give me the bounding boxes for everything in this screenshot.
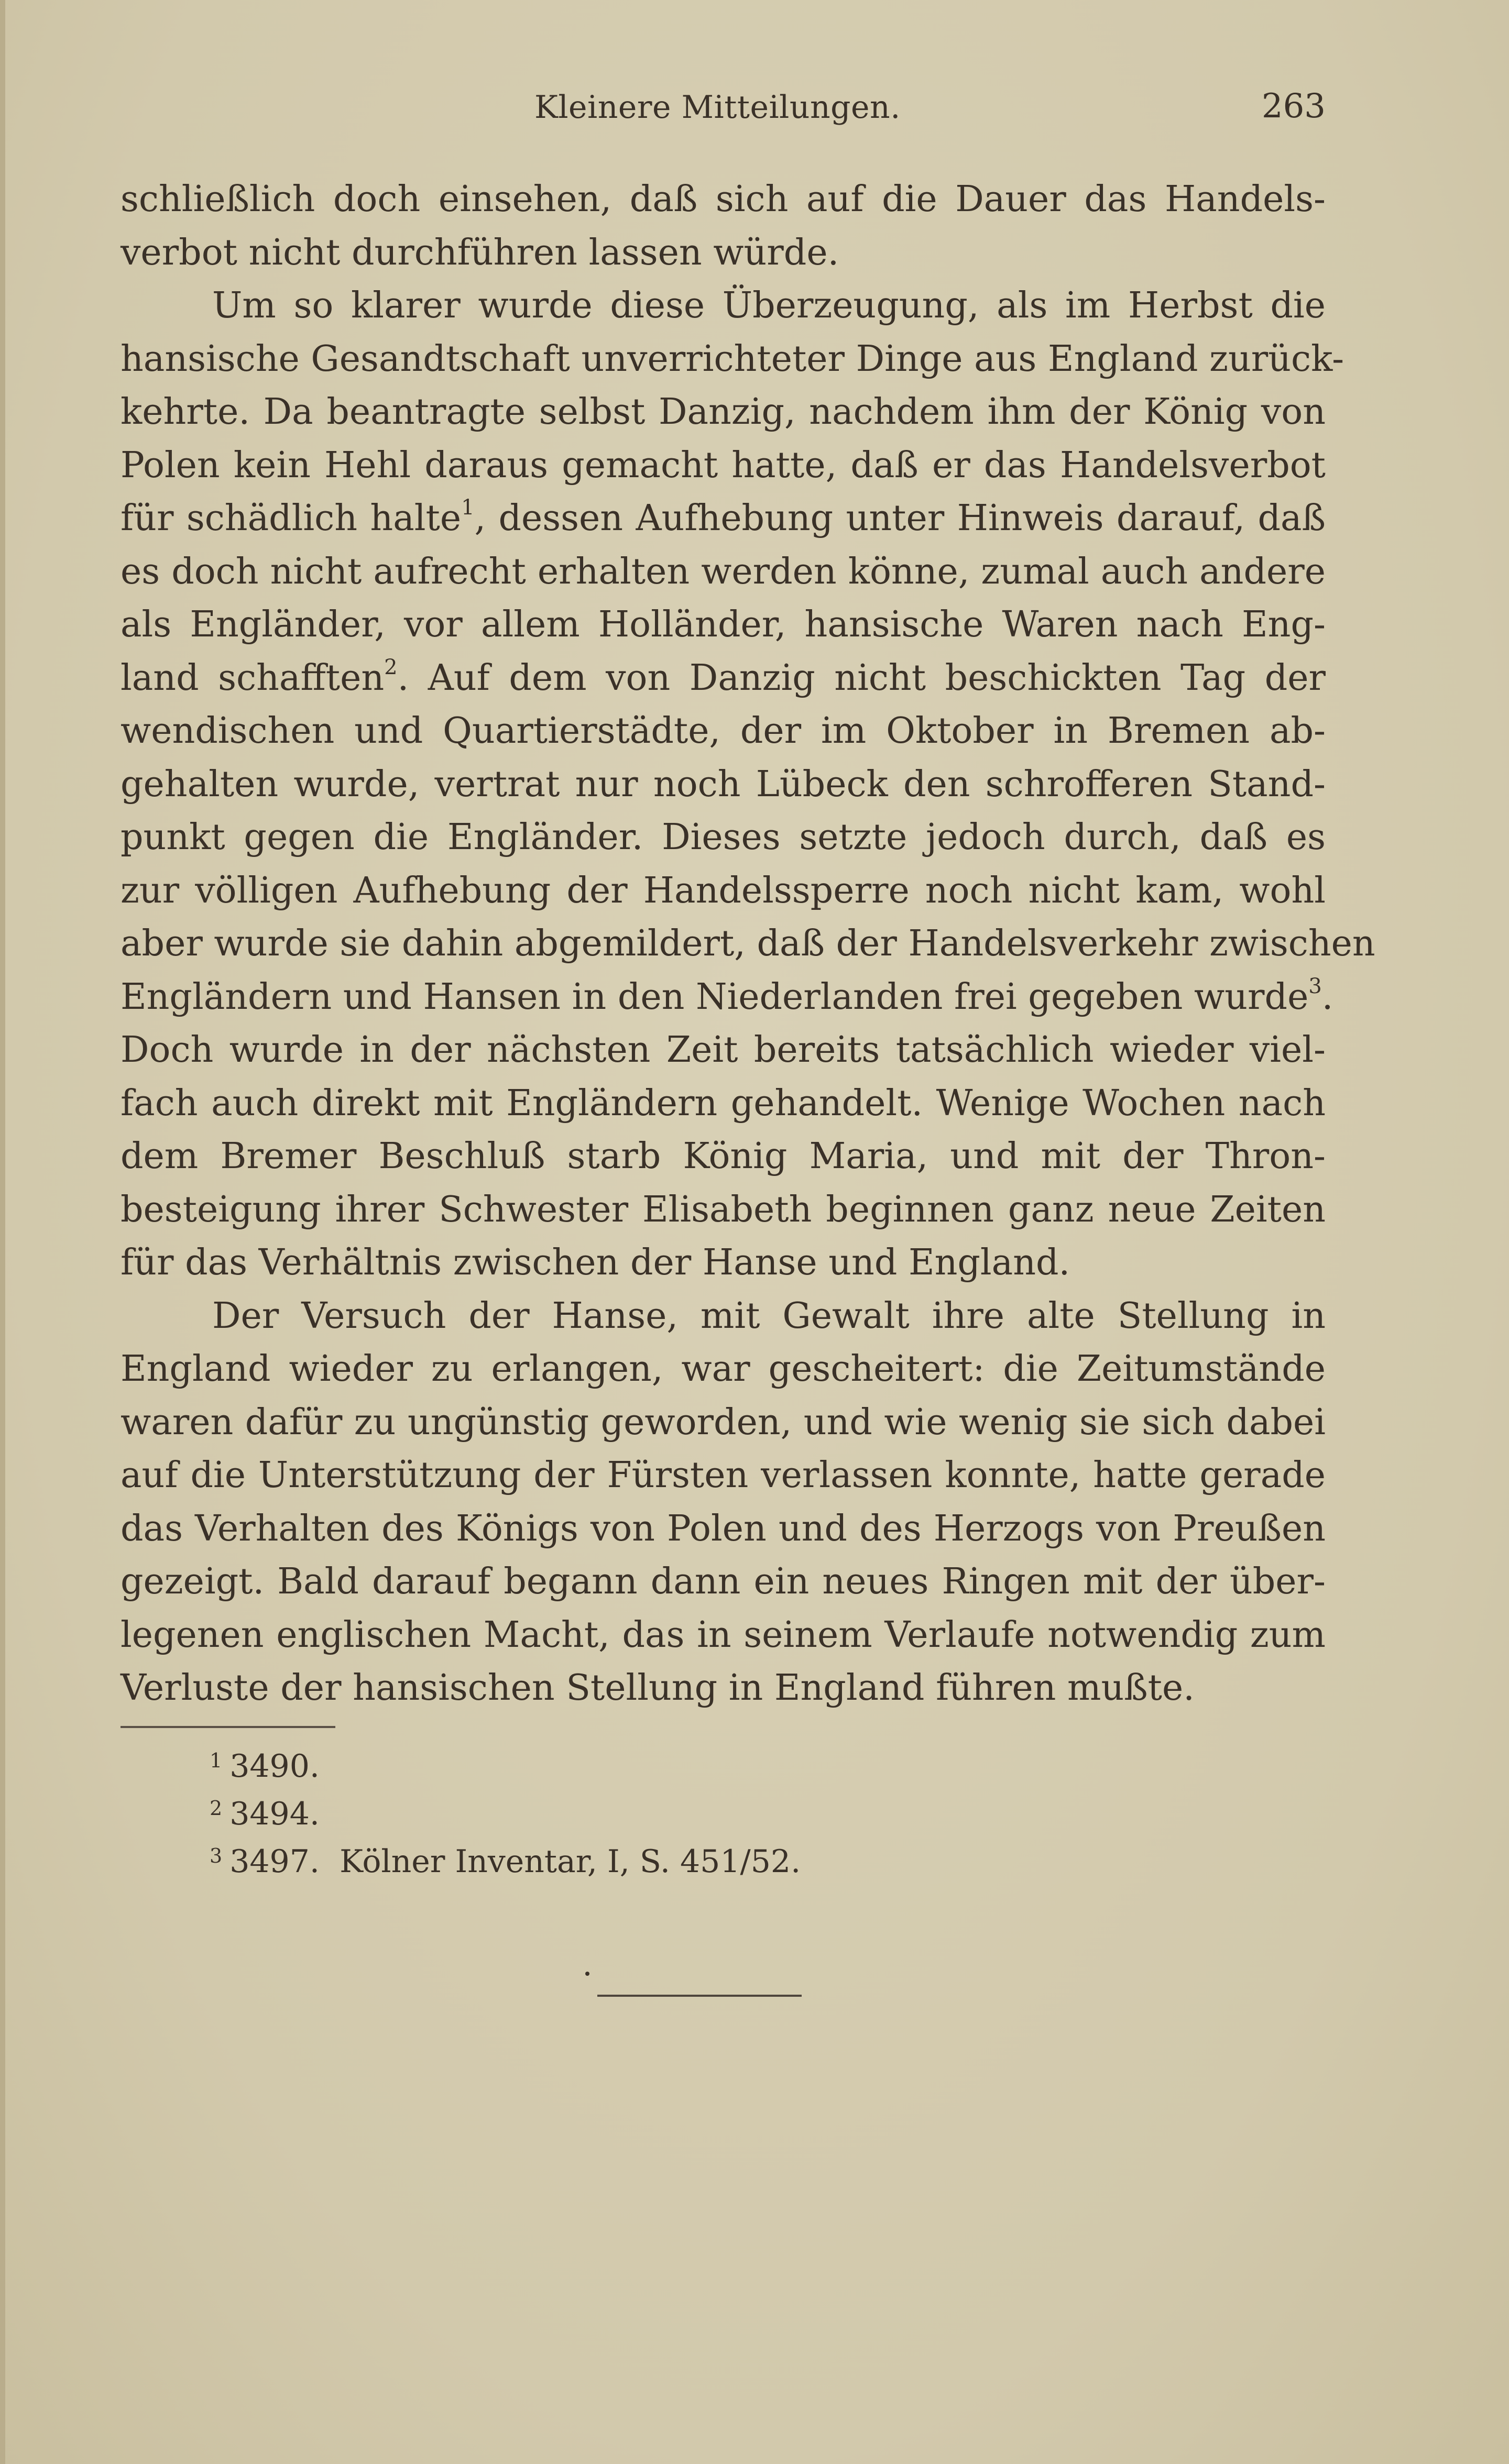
text-line: das Verhalten des Königs von Polen und des Herzogs von Preußen <box>121 1508 1326 1549</box>
end-ornament-rule <box>597 1995 802 1997</box>
footnote-text: 3490. <box>229 1748 320 1785</box>
text-line: wendischen und Quartierstädte, der im Oktober in Bremen ab- <box>121 710 1326 752</box>
footnote <box>210 1792 801 1840</box>
text-line: schließlich doch einsehen, daß sich auf die Dauer das Handels- <box>121 179 1326 220</box>
footnote <box>210 1840 801 1887</box>
page-number: 263 <box>1261 87 1326 126</box>
footnote-mark: 2 <box>210 1797 223 1820</box>
text-line <box>121 492 1326 545</box>
ink-speck <box>585 1972 589 1976</box>
footnote-ref[interactable]: 1 <box>461 496 475 520</box>
text-line: dem Bremer Beschluß starb König Maria, und mit der Thron- <box>121 1136 1326 1177</box>
text-segment: , dessen Aufhebung unter Hinweis darauf, daß <box>474 498 1326 539</box>
text-line <box>121 652 1326 705</box>
footnote-divider <box>121 1726 335 1728</box>
text-line: Polen kein Hehl daraus gemacht hatte, daß er das Handelsverbot <box>121 444 1326 486</box>
text-line: punkt gegen die Engländer. Dieses setzte jedoch durch, daß es <box>121 817 1326 858</box>
text-line: als Engländer, vor allem Holländer, hansische Waren nach Eng- <box>121 604 1326 645</box>
text-line: es doch nicht aufrecht erhalten werden könne, zumal auch andere <box>121 551 1326 592</box>
text-line: Doch wurde in der nächsten Zeit bereits tatsächlich wieder viel- <box>121 1029 1326 1071</box>
footnote-mark: 1 <box>210 1749 223 1772</box>
text-line: Um so klarer wurde diese Überzeugung, als im Herbst die <box>212 285 1326 326</box>
text-line: gezeigt. Bald darauf begann dann ein neues Ringen mit der über- <box>121 1561 1326 1602</box>
text-line: hansische Gesandtschaft unverrichteter Dinge aus England zurück- <box>121 338 1344 380</box>
text-segment: . Auf dem von Danzig nicht beschickten Tag der <box>397 657 1326 699</box>
text-line <box>121 971 1333 1024</box>
text-line: Verluste der hansischen Stellung in England führen mußte. <box>121 1667 1195 1709</box>
footnote-text: 3497. Kölner Inventar, I, S. 451/52. <box>229 1843 801 1880</box>
footnote-ref[interactable]: 3 <box>1308 974 1322 998</box>
text-line: waren dafür zu ungünstig geworden, und wie wenig sie sich dabei <box>121 1401 1326 1443</box>
text-line: legenen englischen Macht, das in seinem Verlaufe notwendig zum <box>121 1614 1326 1656</box>
footnote-mark: 3 <box>210 1844 223 1867</box>
body-text <box>121 173 1375 1715</box>
text-segment: . <box>1321 976 1333 1018</box>
text-line: besteigung ihrer Schwester Elisabeth beginnen ganz neue Zeiten <box>121 1189 1326 1230</box>
footnote-text: 3494. <box>229 1796 320 1832</box>
text-line: Der Versuch der Hanse, mit Gewalt ihre alte Stellung in <box>212 1295 1326 1337</box>
text-line: fach auch direkt mit Engländern gehandelt. Wenige Wochen nach <box>121 1082 1326 1124</box>
footnote <box>210 1744 801 1792</box>
text-segment: land schafften <box>121 657 385 699</box>
page-edge <box>0 0 5 2464</box>
text-line: auf die Unterstützung der Fürsten verlassen konnte, hatte gerade <box>121 1455 1326 1496</box>
text-line: aber wurde sie dahin abgemildert, daß der Handelsverkehr zwischen <box>121 923 1375 964</box>
text-line: verbot nicht durchführen lassen würde. <box>121 232 839 273</box>
text-line: gehalten wurde, vertrat nur noch Lübeck den schrofferen Stand- <box>121 763 1326 805</box>
running-title: Kleinere Mitteilungen. <box>534 89 901 126</box>
page-header <box>121 89 1326 141</box>
text-line: zur völligen Aufhebung der Handelssperre noch nicht kam, wohl <box>121 870 1326 911</box>
footnotes <box>210 1744 801 1887</box>
footnote-ref[interactable]: 2 <box>384 655 398 679</box>
text-line: kehrte. Da beantragte selbst Danzig, nachdem ihm der König von <box>121 391 1326 433</box>
text-line: für das Verhältnis zwischen der Hanse und England. <box>121 1242 1070 1283</box>
text-segment: Engländern und Hansen in den Niederlanden frei gegeben wurde <box>121 976 1309 1018</box>
text-segment: für schädlich halte <box>121 498 462 539</box>
text-line: England wieder zu erlangen, war gescheitert: die Zeitumstände <box>121 1348 1326 1390</box>
